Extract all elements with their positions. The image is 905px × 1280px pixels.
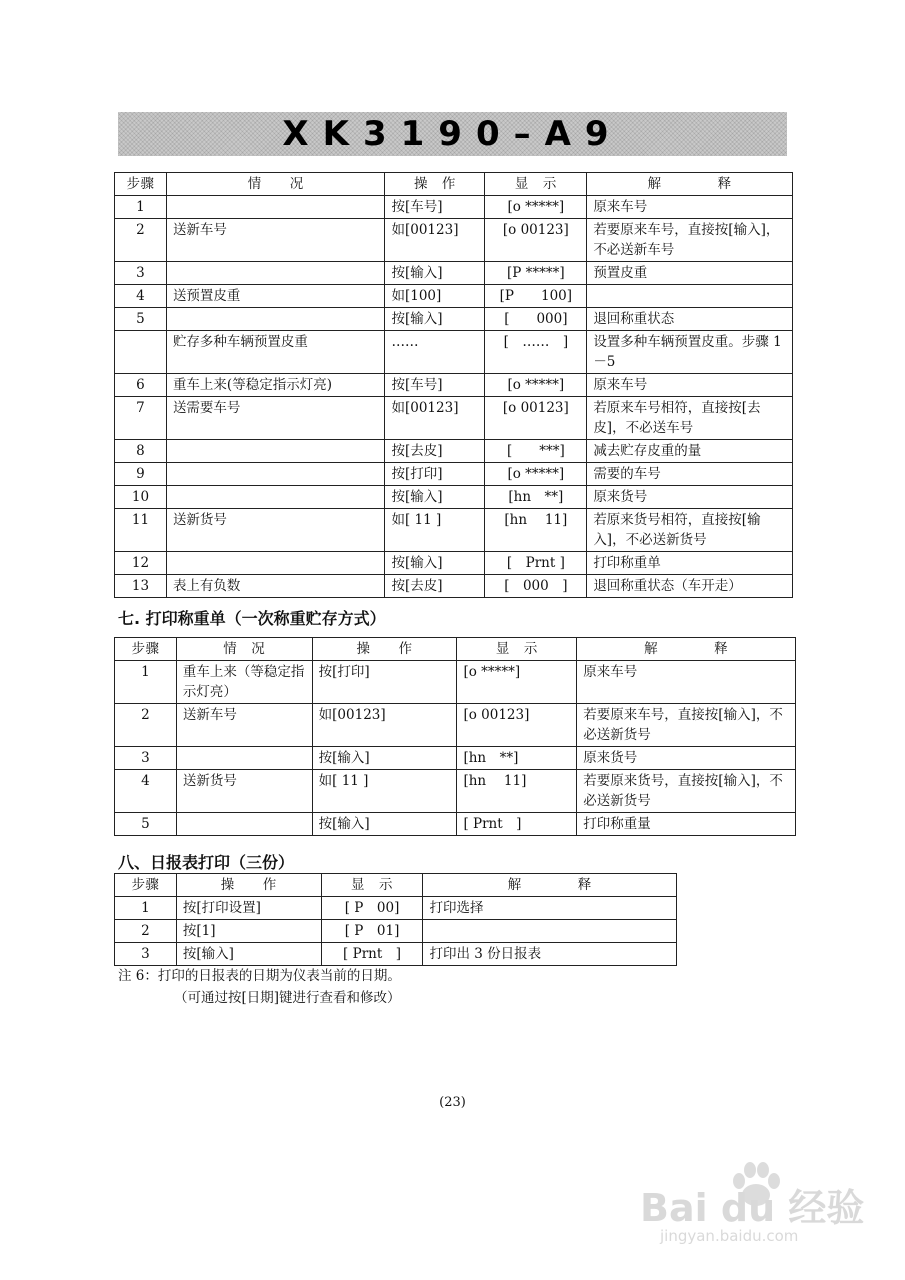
table-cell: 12	[115, 552, 167, 575]
table-cell: [ 000]	[485, 308, 587, 331]
header-cell: 显 示	[485, 173, 587, 196]
table-cell: 按[输入]	[312, 747, 457, 770]
page-title: XK3190–A9	[282, 114, 623, 154]
table-cell: 重车上来（等稳定指示灯亮）	[176, 661, 312, 704]
table-cell: 3	[115, 262, 167, 285]
table-cell: 送需要车号	[166, 397, 385, 440]
table-cell	[176, 813, 312, 836]
table-cell: 6	[115, 374, 167, 397]
table-cell: 送新车号	[166, 219, 385, 262]
table-row	[115, 285, 793, 308]
table-cell: 送新货号	[176, 770, 312, 813]
header-cell: 操 作	[176, 874, 321, 897]
table-cell: 按[输入]	[312, 813, 457, 836]
table-cell: 原来车号	[587, 374, 793, 397]
table-cell: 退回称重状态	[587, 308, 793, 331]
table-cell: [o *****]	[485, 196, 587, 219]
table-cell: 贮存多种车辆预置皮重	[166, 331, 385, 374]
table-cell: 原来货号	[577, 747, 796, 770]
note-line-2: （可通过按[日期]键进行查看和修改）	[174, 990, 401, 1006]
title-banner	[118, 112, 787, 156]
table-row	[115, 552, 793, 575]
table-cell: [o 00123]	[457, 704, 577, 747]
table-cell: 7	[115, 397, 167, 440]
table-cell: 4	[115, 770, 177, 813]
table-cell: 退回称重状态（车开走）	[587, 575, 793, 598]
table-cell: 打印称重量	[577, 813, 796, 836]
table-cell: 2	[115, 920, 177, 943]
table-row	[115, 463, 793, 486]
header-cell: 步骤	[115, 638, 177, 661]
table-cell: [o *****]	[485, 463, 587, 486]
table-cell	[166, 308, 385, 331]
table-row	[115, 196, 793, 219]
table-row	[115, 770, 796, 813]
table-cell	[166, 262, 385, 285]
table-cell	[166, 463, 385, 486]
table-row	[115, 397, 793, 440]
table-cell: 按[输入]	[385, 262, 485, 285]
table-cell: 减去贮存皮重的量	[587, 440, 793, 463]
table-row	[115, 575, 793, 598]
table-row	[115, 374, 793, 397]
table-cell: 11	[115, 509, 167, 552]
table-cell: 若原来货号相符，直接按[输入]，不必送新货号	[587, 509, 793, 552]
header-cell: 解 释	[423, 874, 677, 897]
table-cell	[176, 747, 312, 770]
table-cell: [o *****]	[457, 661, 577, 704]
table-cell: 按[输入]	[385, 552, 485, 575]
table-row	[115, 943, 677, 966]
table-row	[115, 262, 793, 285]
baidu-watermark	[640, 1155, 870, 1250]
table-row	[115, 509, 793, 552]
table-cell: 设置多种车辆预置皮重。步骤 1－5	[587, 331, 793, 374]
operation-table	[114, 172, 793, 598]
watermark-url: jingyan.baidu.com	[660, 1227, 799, 1245]
table-cell: 3	[115, 747, 177, 770]
header-cell: 情 况	[166, 173, 385, 196]
table-row	[115, 486, 793, 509]
table-cell: 若要原来货号，直接按[输入]，不必送新货号	[577, 770, 796, 813]
table-cell: [hn 11]	[457, 770, 577, 813]
table-cell: 打印选择	[423, 897, 677, 920]
table-cell: 预置皮重	[587, 262, 793, 285]
table-cell: [ Prnt ]	[321, 943, 423, 966]
table-header-row	[115, 874, 677, 897]
table-cell: [o *****]	[485, 374, 587, 397]
header-cell: 步骤	[115, 874, 177, 897]
table-cell: 打印称重单	[587, 552, 793, 575]
table-cell: 5	[115, 308, 167, 331]
table-cell: [o 00123]	[485, 397, 587, 440]
table-cell: 1	[115, 661, 177, 704]
table-cell: 表上有负数	[166, 575, 385, 598]
table-cell: [ Prnt ]	[457, 813, 577, 836]
note-line-1: 注 6：打印的日报表的日期为仪表当前的日期。	[118, 968, 401, 984]
table-cell	[166, 552, 385, 575]
watermark-logo-text: Bai du 经验	[640, 1186, 865, 1230]
table-row	[115, 920, 677, 943]
table-cell: 送新车号	[176, 704, 312, 747]
print-weigh-table	[114, 637, 796, 836]
table-cell: [ ***]	[485, 440, 587, 463]
table-cell: [o 00123]	[485, 219, 587, 262]
table-cell: 按[去皮]	[385, 440, 485, 463]
table-cell: [hn **]	[485, 486, 587, 509]
table-cell: 若要原来车号，直接按[输入]，不必送新车号	[587, 219, 793, 262]
table-cell	[423, 920, 677, 943]
table-cell: 如[ 11 ]	[312, 770, 457, 813]
table-cell: 如[00123]	[312, 704, 457, 747]
header-cell: 解 释	[587, 173, 793, 196]
table-cell: 2	[115, 704, 177, 747]
header-cell: 显 示	[457, 638, 577, 661]
table-cell: 如[100]	[385, 285, 485, 308]
table-row	[115, 219, 793, 262]
table-row	[115, 747, 796, 770]
table-row	[115, 661, 796, 704]
table-cell: 如[ 11 ]	[385, 509, 485, 552]
table-cell: 1	[115, 897, 177, 920]
table-cell: 原来车号	[587, 196, 793, 219]
table-cell: [hn 11]	[485, 509, 587, 552]
note	[118, 965, 401, 1009]
table-row	[115, 331, 793, 374]
table-cell: [ …… ]	[485, 331, 587, 374]
table-header-row	[115, 173, 793, 196]
table-cell: [hn **]	[457, 747, 577, 770]
table-row	[115, 308, 793, 331]
table-cell	[166, 196, 385, 219]
table-cell: 2	[115, 219, 167, 262]
table-cell: 打印出 3 份日报表	[423, 943, 677, 966]
table-cell	[587, 285, 793, 308]
table-cell: 4	[115, 285, 167, 308]
table-cell: 若原来车号相符，直接按[去皮]，不必送车号	[587, 397, 793, 440]
table-row	[115, 897, 677, 920]
header-cell: 解 释	[577, 638, 796, 661]
table-cell: [ P 00]	[321, 897, 423, 920]
header-cell: 显 示	[321, 874, 423, 897]
header-cell: 情 况	[176, 638, 312, 661]
table-cell: 按[打印]	[312, 661, 457, 704]
table-cell: 8	[115, 440, 167, 463]
table-row	[115, 704, 796, 747]
table-cell: 按[打印设置]	[176, 897, 321, 920]
table-cell: 按[去皮]	[385, 575, 485, 598]
table-cell: ……	[385, 331, 485, 374]
table-cell: 如[00123]	[385, 397, 485, 440]
table-row	[115, 813, 796, 836]
table-cell	[166, 486, 385, 509]
header-cell: 操 作	[385, 173, 485, 196]
table-cell: 按[1]	[176, 920, 321, 943]
section8-heading: 八、日报表打印（三份）	[118, 853, 295, 872]
table-cell	[166, 440, 385, 463]
table-header-row	[115, 638, 796, 661]
table-cell: 10	[115, 486, 167, 509]
table-cell: 送预置皮重	[166, 285, 385, 308]
section7-heading: 七. 打印称重单（一次称重贮存方式）	[118, 609, 386, 628]
table-cell: 1	[115, 196, 167, 219]
table-cell: 若要原来车号，直接按[输入]，不必送新货号	[577, 704, 796, 747]
table-cell: 按[打印]	[385, 463, 485, 486]
table-cell: [P 100]	[485, 285, 587, 308]
table-cell: 原来车号	[577, 661, 796, 704]
table-cell: 按[车号]	[385, 374, 485, 397]
table-cell: 5	[115, 813, 177, 836]
table-cell: [P *****]	[485, 262, 587, 285]
table-cell: [ P 01]	[321, 920, 423, 943]
table-cell: 按[输入]	[385, 308, 485, 331]
table-cell: 3	[115, 943, 177, 966]
table-cell: 送新货号	[166, 509, 385, 552]
table-cell: 原来货号	[587, 486, 793, 509]
table-cell: 按[输入]	[176, 943, 321, 966]
header-cell: 步骤	[115, 173, 167, 196]
table-cell: [ Prnt ]	[485, 552, 587, 575]
table-cell: 13	[115, 575, 167, 598]
table-row	[115, 440, 793, 463]
table-cell: 重车上来(等稳定指示灯亮)	[166, 374, 385, 397]
table-cell: 按[输入]	[385, 486, 485, 509]
header-cell: 操 作	[312, 638, 457, 661]
table-cell: 需要的车号	[587, 463, 793, 486]
page-number: (23)	[439, 1095, 466, 1110]
table-cell: 如[00123]	[385, 219, 485, 262]
daily-report-table	[114, 873, 677, 966]
table-cell	[115, 331, 167, 374]
table-cell: [ 000 ]	[485, 575, 587, 598]
table-cell: 按[车号]	[385, 196, 485, 219]
table-cell: 9	[115, 463, 167, 486]
